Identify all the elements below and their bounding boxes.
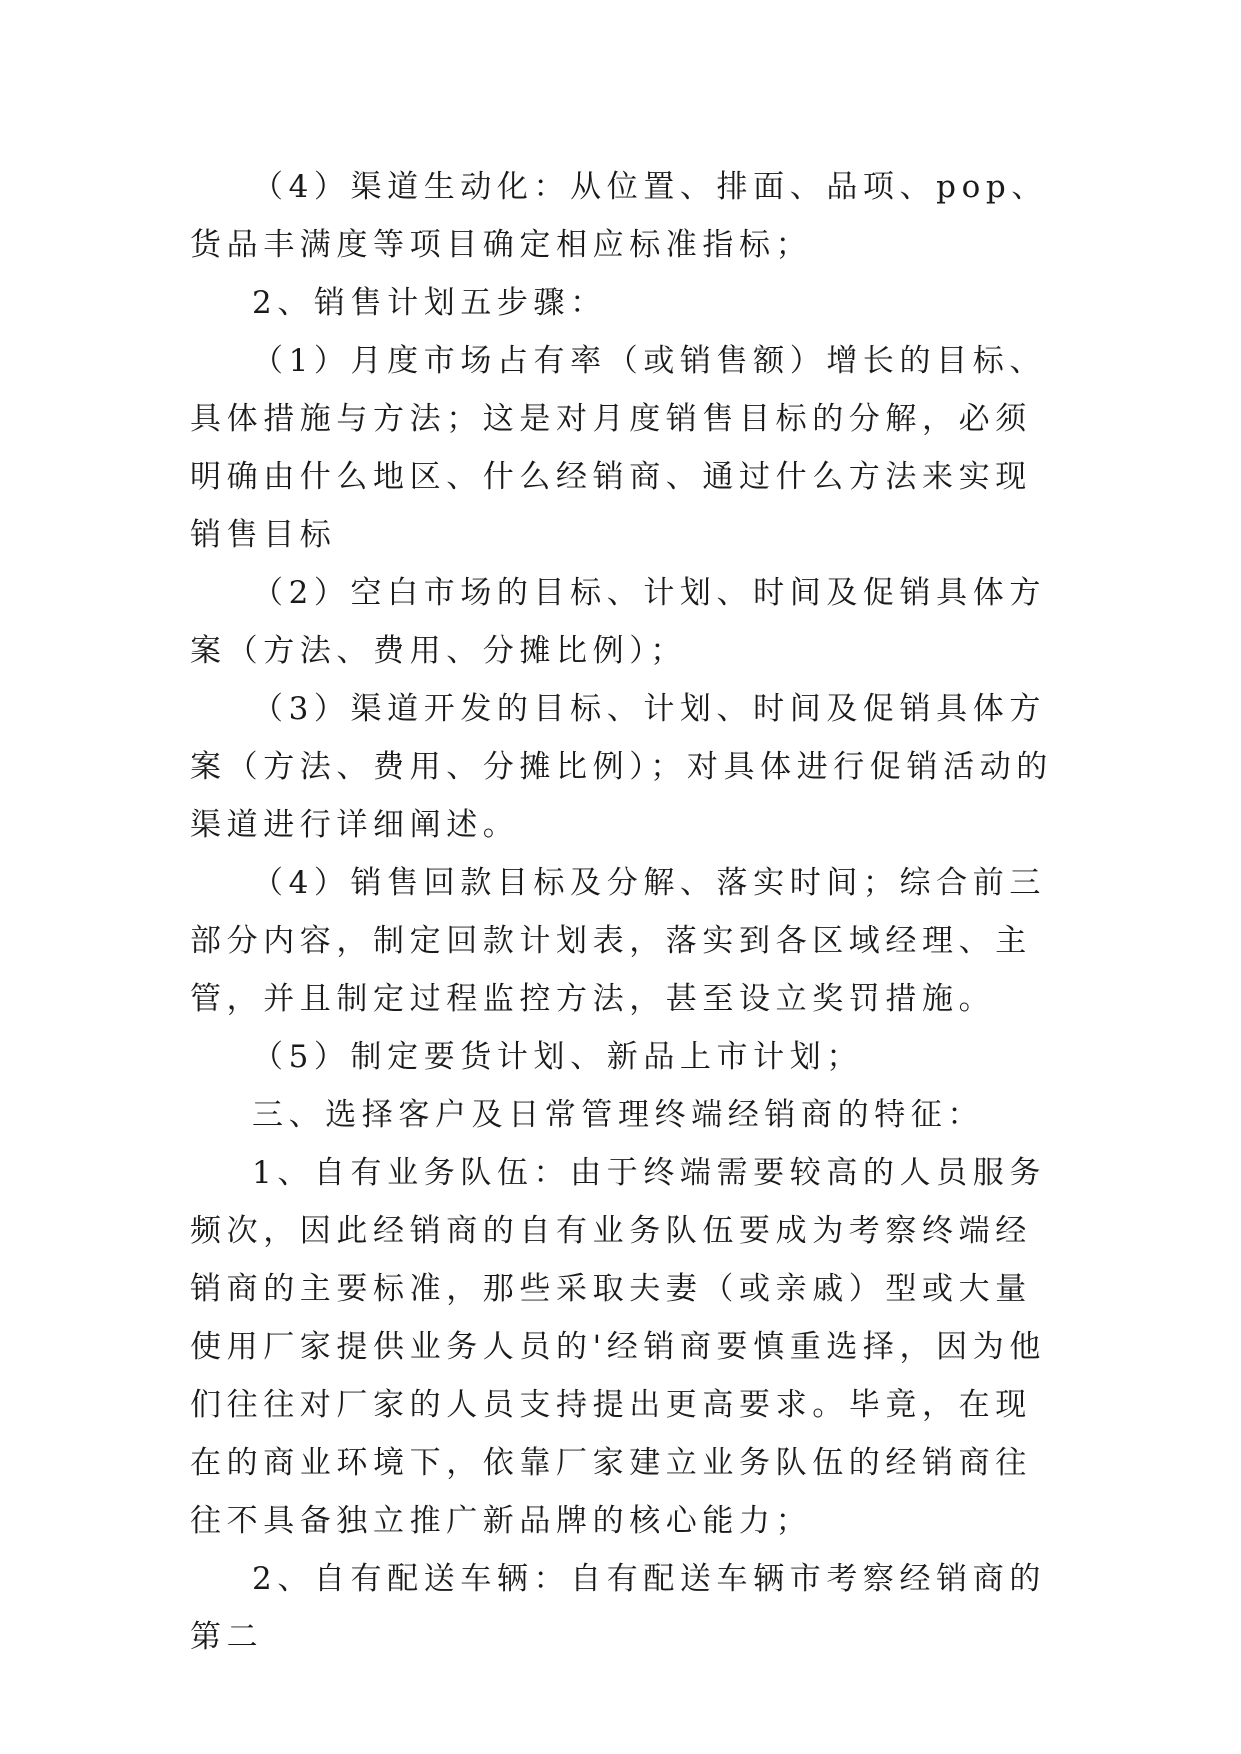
document-body [190,158,1060,1666]
paragraph-sales-plan-heading: 2、销售计划五步骤： [252,285,607,321]
paragraph-channel-development: （3）渠道开发的目标、计划、时间及促销具体方案（方法、费用、分摊比例）；对具体进行促销活动的渠道进行详细阐述。 [190,691,1053,843]
paragraph-blank-market: （2）空白市场的目标、计划、时间及促销具体方案（方法、费用、分摊比例）； [190,575,1046,669]
paragraph-monthly-share: （1）月度市场占有率（或销售额）增长的目标、具体措施与方法；这是对月度销售目标的分解，必须明确由什么地区、什么经销商、通过什么方法来实现销售目标 [190,343,1046,553]
paragraph-section-three-heading: 三、选择客户及日常管理终端经销商的特征： [252,1097,984,1133]
paragraph-own-sales-team: 1、自有业务队伍：由于终端需要较高的人员服务频次，因此经销商的自有业务队伍要成为考察终端经销商的主要标准，那些采取夫妻（或亲戚）型或大量使用厂家提供业务人员的'经销商要慎重选择，因为他们往往对厂家的人员支持提出更高要求。毕竟，在现在的商业环境下，依靠厂家建立业务队伍的经销商往往不具备独立推广新品牌的核心能力； [190,1155,1046,1539]
paragraph-channel-vivid: （4）渠道生动化：从位置、排面、品项、pop、货品丰满度等项目确定相应标准指标； [190,169,1048,263]
paragraph-order-plan: （5）制定要货计划、新品上市计划； [252,1039,863,1075]
paragraph-own-delivery-vehicles: 2、自有配送车辆：自有配送车辆市考察经销商的第二 [190,1561,1046,1655]
paragraph-payment-collection: （4）销售回款目标及分解、落实时间；综合前三部分内容，制定回款计划表，落实到各区域经理、主管，并且制定过程监控方法，甚至设立奖罚措施。 [190,865,1046,1017]
